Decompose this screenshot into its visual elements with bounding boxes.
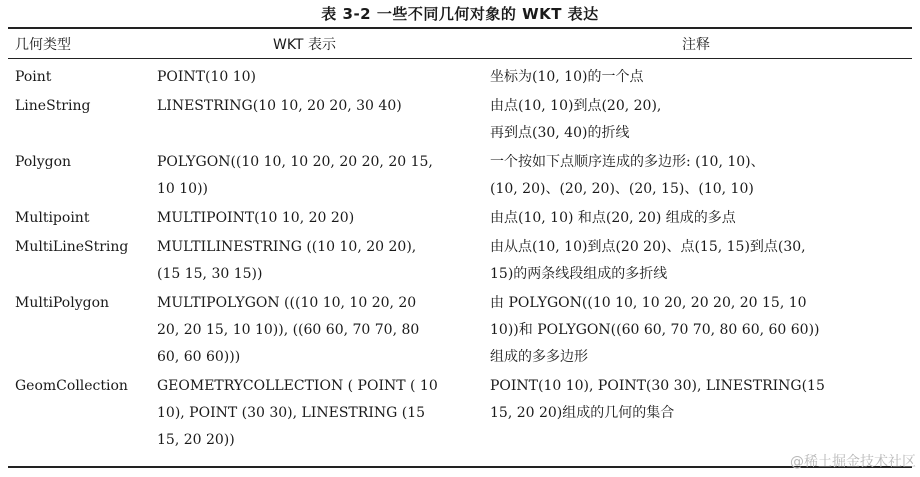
geometry-type-cell: MultiPolygon: [15, 295, 110, 311]
wkt-cell: LINESTRING(10 10, 20 20, 30 40): [157, 98, 402, 114]
note-cell: 由从点(10, 10)到点(20 20)、点(15, 15)到点(30, 15)的两条线段组成的多折线: [490, 239, 806, 282]
bottom-rule: [8, 466, 912, 468]
header-wkt: WKT 表示: [273, 37, 336, 53]
header-note: 注释: [682, 37, 710, 53]
wkt-cell: GEOMETRYCOLLECTION ( POINT ( 10 10), POINT (30 30), LINESTRING (15 15, 20 20)): [157, 378, 438, 448]
table-row: [0, 290, 920, 373]
note-cell: 坐标为(10, 10)的一个点: [490, 69, 644, 85]
table-row: [0, 234, 920, 290]
top-rule: [8, 27, 912, 29]
wkt-cell: POINT(10 10): [157, 69, 257, 85]
geometry-type-cell: Polygon: [15, 154, 72, 170]
table-title: 表 3-2 一些不同几何对象的 WKT 表达: [321, 5, 599, 23]
geometry-type-cell: GeomCollection: [15, 378, 128, 394]
geometry-type-cell: LineString: [15, 98, 91, 114]
table-row: [0, 93, 920, 149]
header-geometry-type: 几何类型: [15, 37, 71, 53]
table-row: [0, 149, 920, 205]
geometry-type-cell: Multipoint: [15, 210, 90, 226]
table-row: [0, 64, 920, 93]
geometry-type-cell: MultiLineString: [15, 239, 129, 255]
geometry-type-cell: Point: [15, 69, 52, 85]
wkt-cell: POLYGON((10 10, 10 20, 20 20, 20 15, 10 10)): [157, 154, 433, 197]
wkt-cell: MULTIPOINT(10 10, 20 20): [157, 210, 355, 226]
note-cell: 由点(10, 10) 和点(20, 20) 组成的多点: [490, 210, 736, 226]
table-row: [0, 205, 920, 234]
wkt-cell: MULTILINESTRING ((10 10, 20 20), (15 15, 30 15)): [157, 239, 417, 282]
note-cell: 一个按如下点顺序连成的多边形: (10, 10)、 (10, 20)、(20, 20)、(20, 15)、(10, 10): [490, 154, 765, 197]
wkt-cell: MULTIPOLYGON (((10 10, 10 20, 20 20, 20 15, 10 10)), ((60 60, 70 70, 80 60, 60 60))): [157, 295, 420, 365]
note-cell: POINT(10 10), POINT(30 30), LINESTRING(15 15, 20 20)组成的几何的集合: [490, 378, 825, 421]
header-rule: [8, 58, 912, 59]
table-body: [0, 64, 920, 456]
watermark: @稀土掘金技术社区: [790, 454, 916, 470]
note-cell: 由 POLYGON((10 10, 10 20, 20 20, 20 15, 10 10))和 POLYGON((60 60, 70 70, 80 60, 60 60)) 组成的多多边形: [490, 295, 820, 365]
table-row: [0, 373, 920, 456]
note-cell: 由点(10, 10)到点(20, 20), 再到点(30, 40)的折线: [490, 98, 662, 141]
